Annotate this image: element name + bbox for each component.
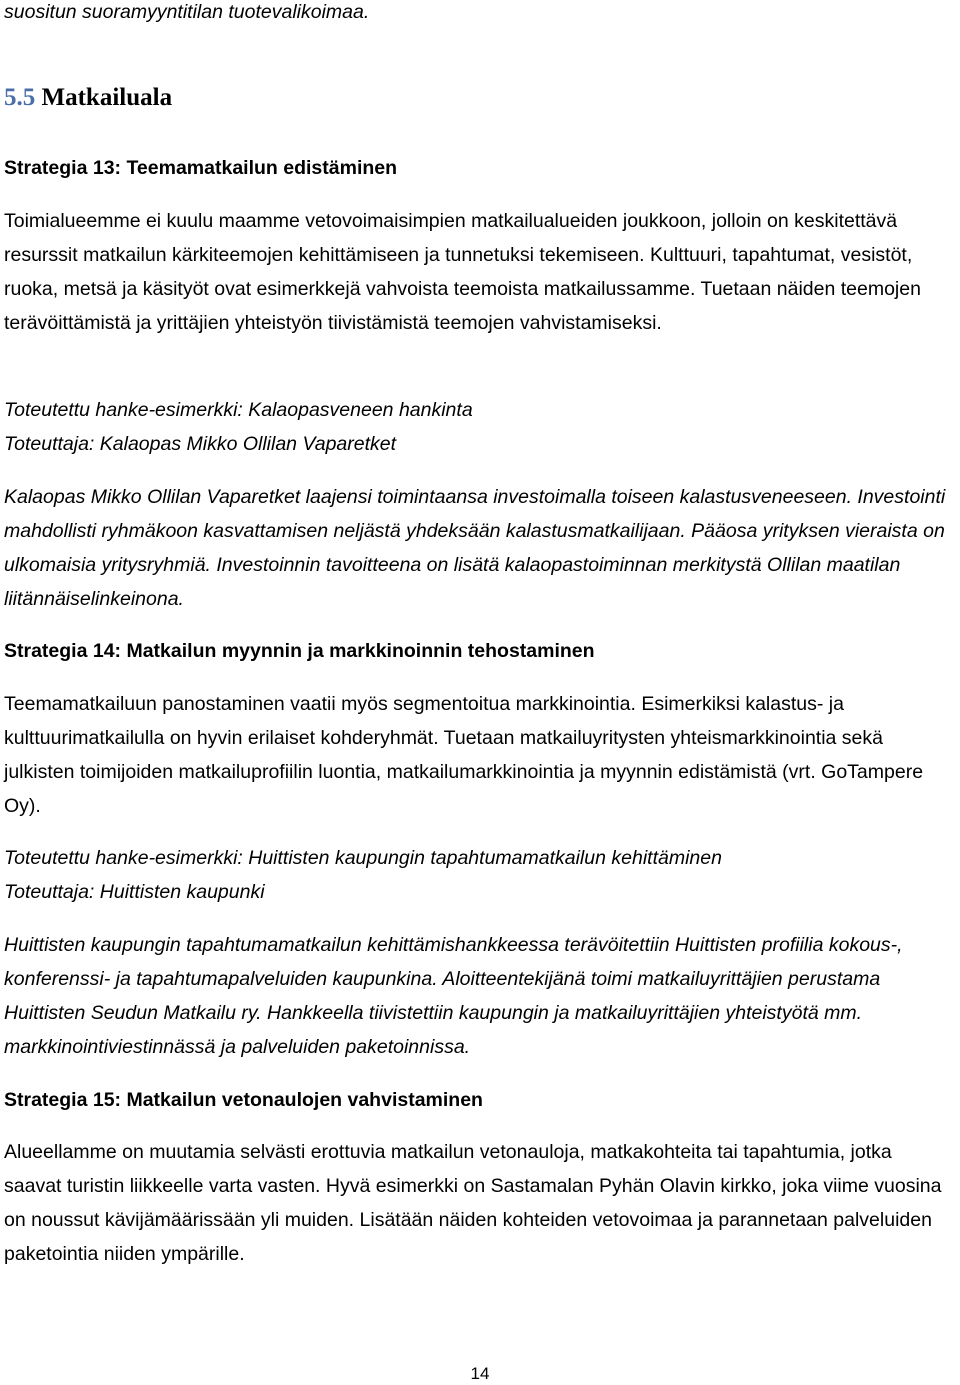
strategy-13-heading: Strategia 13: Teemamatkailun edistäminen [4,157,398,179]
strategy-13-body: Toimialueemme ei kuulu maamme vetovoimaisimpien matkailualueiden joukkoon, jolloin on keskitettävä resurssit matkailun kärkiteemojen kehittämiseen ja tunnetuksi tekemiseen. Kulttuuri, tapahtumat, vesistöt, ruoka, metsä ja käsityöt ovat esimerkkejä vahvoista teemoista matkailussamme. Tuetaan näiden teemojen terävöittämistä ja yrittäjien yhteistyön tiivistämistä teemojen vahvistamiseksi. [4,210,921,334]
page-number: 14 [470,1364,490,1383]
strategy-13-example-implementer: Toteuttaja: Kalaopas Mikko Ollilan Vaparetket [4,433,397,455]
strategy-14-example-body: Huittisten kaupungin tapahtumamatkailun kehittämishankkeessa terävöitettiin Huittisten profiilia kokous-, konferenssi- ja tapahtumapalveluiden kaupunkina. Aloitteentekijänä toimi matkailuyrittäjien perustama Huittisten Seudun Matkailu ry. Hankkeella tiivistettiin kaupungin ja matkailuyrittäjien yhteistyötä mm. markkinointiviestinnässä ja palveluiden paketoinnissa. [4,934,903,1058]
chapter-heading [4,83,172,113]
strategy-13-example-title: Toteutettu hanke-esimerkki: Kalaopasveneen hankinta [4,399,473,421]
strategy-14-heading: Strategia 14: Matkailun myynnin ja markkinoinnin tehostaminen [4,640,595,662]
strategy-14-body: Teemamatkailuun panostaminen vaatii myös segmentoitua markkinointia. Esimerkiksi kalastus- ja kulttuurimatkailulla on hyvin erilaiset kohderyhmät. Tuetaan matkailuyritysten yhteismarkkinointia sekä julkisten toimijoiden matkailuprofiilin luontia, matkailumarkkinointia ja myynnin edistämistä (vrt. GoTampere Oy). [4,693,924,817]
intro-fragment: suositun suoramyyntitilan tuotevalikoimaa. [4,1,370,23]
strategy-15-body: Alueellamme on muutamia selvästi erottuvia matkailun vetonauloja, matkakohteita tai tapahtumia, jotka saavat turistin liikkeelle varta vasten. Hyvä esimerkki on Sastamalan Pyhän Olavin kirkko, joka viime vuosina on noussut kävijämäärissään yli muiden. Lisätään näiden kohteiden vetovoimaa ja parannetaan palveluiden paketointia niiden ympärille. [4,1141,942,1265]
strategy-15-heading: Strategia 15: Matkailun vetonaulojen vahvistaminen [4,1089,483,1111]
chapter-number: 5.5 [4,84,36,111]
strategy-14-example-implementer: Toteuttaja: Huittisten kaupunki [4,881,265,903]
strategy-14-example-title: Toteutettu hanke-esimerkki: Huittisten kaupungin tapahtumamatkailun kehittäminen [4,847,722,869]
chapter-title: Matkailuala [41,84,173,111]
strategy-13-example-body: Kalaopas Mikko Ollilan Vaparetket laajensi toimintaansa investoimalla toiseen kalastusveneeseen. Investointi mahdollisti ryhmäkoon kasvattamisen neljästä yhdeksään kalastusmatkailijaan. Pääosa yrityksen vieraista on ulkomaisia yritysryhmiä. Investoinnin tavoitteena on lisätä kalaopastoiminnan merkitystä Ollilan maatilan liitännäiselinkeinona. [4,486,946,610]
